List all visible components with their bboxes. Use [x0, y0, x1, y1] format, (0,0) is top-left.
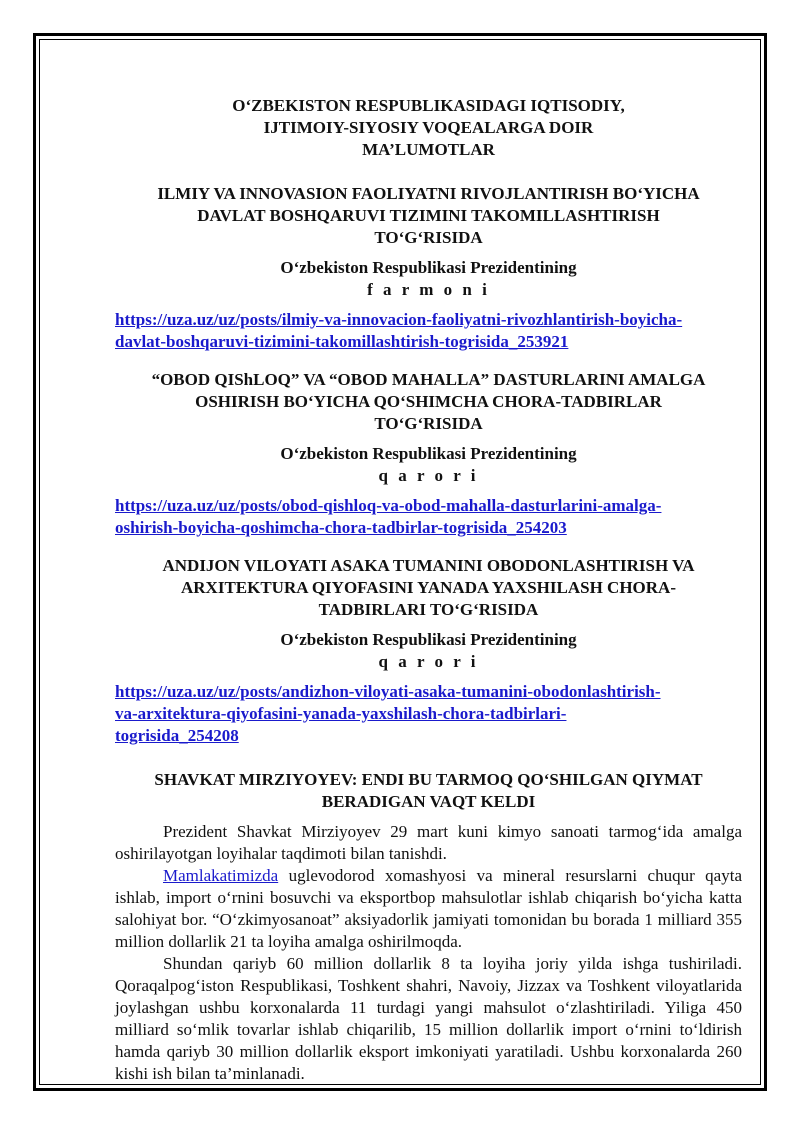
item-link[interactable]	[115, 309, 742, 353]
item-title-line: TO‘G‘RISIDA	[374, 228, 483, 247]
item-link[interactable]	[115, 681, 742, 747]
article	[115, 769, 742, 1085]
item-link-line: va-arxitektura-qiyofasini-yanada-yaxshilash-chora-tadbirlari-	[115, 704, 567, 723]
article-inline-link[interactable]: Mamlakatimizda	[163, 866, 279, 885]
item-link-line: togrisida_254208	[115, 726, 239, 745]
item-doc-type: q a r o r i	[378, 466, 479, 485]
item-title-line: ANDIJON VILOYATI ASAKA TUMANINI OBODONLASHTIRISH VA	[162, 556, 695, 575]
document-content	[115, 95, 742, 1085]
header-line-3: MA’LUMOTLAR	[362, 140, 495, 159]
header-line-1: O‘ZBEKISTON RESPUBLIKASIDAGI IQTISODIY,	[232, 96, 625, 115]
item-title-line: “OBOD QIShLOQ” VA “OBOD MAHALLA” DASTURLARINI AMALGA	[151, 370, 706, 389]
item-issuer: O‘zbekiston Respublikasi Prezidentining	[280, 444, 577, 463]
item-doc-type: f a r m o n i	[367, 280, 490, 299]
item-doc-type: q a r o r i	[378, 652, 479, 671]
item-title-line: ILMIY VA INNOVASION FAOLIYATNI RIVOJLANTIRISH BO‘YICHA	[157, 184, 700, 203]
item-link[interactable]	[115, 495, 742, 539]
article-paragraph: Prezident Shavkat Mirziyoyev 29 mart kuni kimyo sanoati tarmog‘ida amalga oshirilayotgan loyihalar taqdimoti bilan tanishdi.	[115, 822, 742, 863]
item-link-line: https://uza.uz/uz/posts/andizhon-viloyati-asaka-tumanini-obodonlashtirish-	[115, 682, 661, 701]
item-title-line: OSHIRISH BO‘YICHA QO‘SHIMCHA CHORA-TADBIRLAR	[195, 392, 662, 411]
item-title-line: TADBIRLARI TO‘G‘RISIDA	[318, 600, 539, 619]
article-title-line: SHAVKAT MIRZIYOYEV: ENDI BU TARMOQ QO‘SHILGAN QIYMAT	[154, 770, 703, 789]
article-paragraph-text: uglevodorod xomashyosi va mineral resurslarni chuqur qayta ishlab, import o‘rnini bosuvchi va eksportbop mahsulotlar ishlab chiqarish bo‘yicha katta salohiyat bor. “O‘zkimyosanoat” aksiyadorlik jamiyati tomonidan bu borada 1 milliard 355 million dollarlik 21 ta loyiha amalga oshirilmoqda.	[115, 866, 742, 951]
article-paragraph	[115, 865, 742, 953]
item-issuer: O‘zbekiston Respublikasi Prezidentining	[280, 630, 577, 649]
article-paragraph: Shundan qariyb 60 million dollarlik 8 ta loyiha joriy yilda ishga tushiriladi. Qoraqalpog‘iston Respublikasi, Toshkent shahri, Navoiy, Jizzax va Toshkent viloyatlarida joylashgan ushbu korxonalarda 11 turdagi yangi mahsulot o‘zlashtiriladi. Yiliga 450 milliard so‘mlik tovarlar ishlab chiqarilib, 15 million dollarlik import o‘rnini to‘ldirish hamda qariyb 30 million dollarlik eksport imkoniyati yaratiladi. Ushbu korxonalarda 260 kishi ish bilan ta’minlanadi.	[115, 954, 742, 1083]
item-link-line: oshirish-boyicha-qoshimcha-chora-tadbirlar-togrisida_254203	[115, 518, 567, 537]
article-title-line: BERADIGAN VAQT KELDI	[321, 792, 536, 811]
document-item	[115, 369, 742, 539]
item-title-line: ARXITEKTURA QIYOFASINI YANADA YAXSHILASH CHORA-	[181, 578, 676, 597]
document-item	[115, 555, 742, 747]
header-line-2: IJTIMOIY-SIYOSIY VOQEALARGA DOIR	[263, 118, 594, 137]
item-link-line: https://uza.uz/uz/posts/obod-qishloq-va-obod-mahalla-dasturlarini-amalga-	[115, 496, 662, 515]
item-issuer: O‘zbekiston Respublikasi Prezidentining	[280, 258, 577, 277]
document-item	[115, 183, 742, 353]
item-title-line: TO‘G‘RISIDA	[374, 414, 483, 433]
item-title-line: DAVLAT BOSHQARUVI TIZIMINI TAKOMILLASHTIRISH	[197, 206, 660, 225]
item-link-line: https://uza.uz/uz/posts/ilmiy-va-innovacion-faoliyatni-rivozhlantirish-boyicha-	[115, 310, 683, 329]
item-link-line: davlat-boshqaruvi-tizimini-takomillashtirish-togrisida_253921	[115, 332, 569, 351]
